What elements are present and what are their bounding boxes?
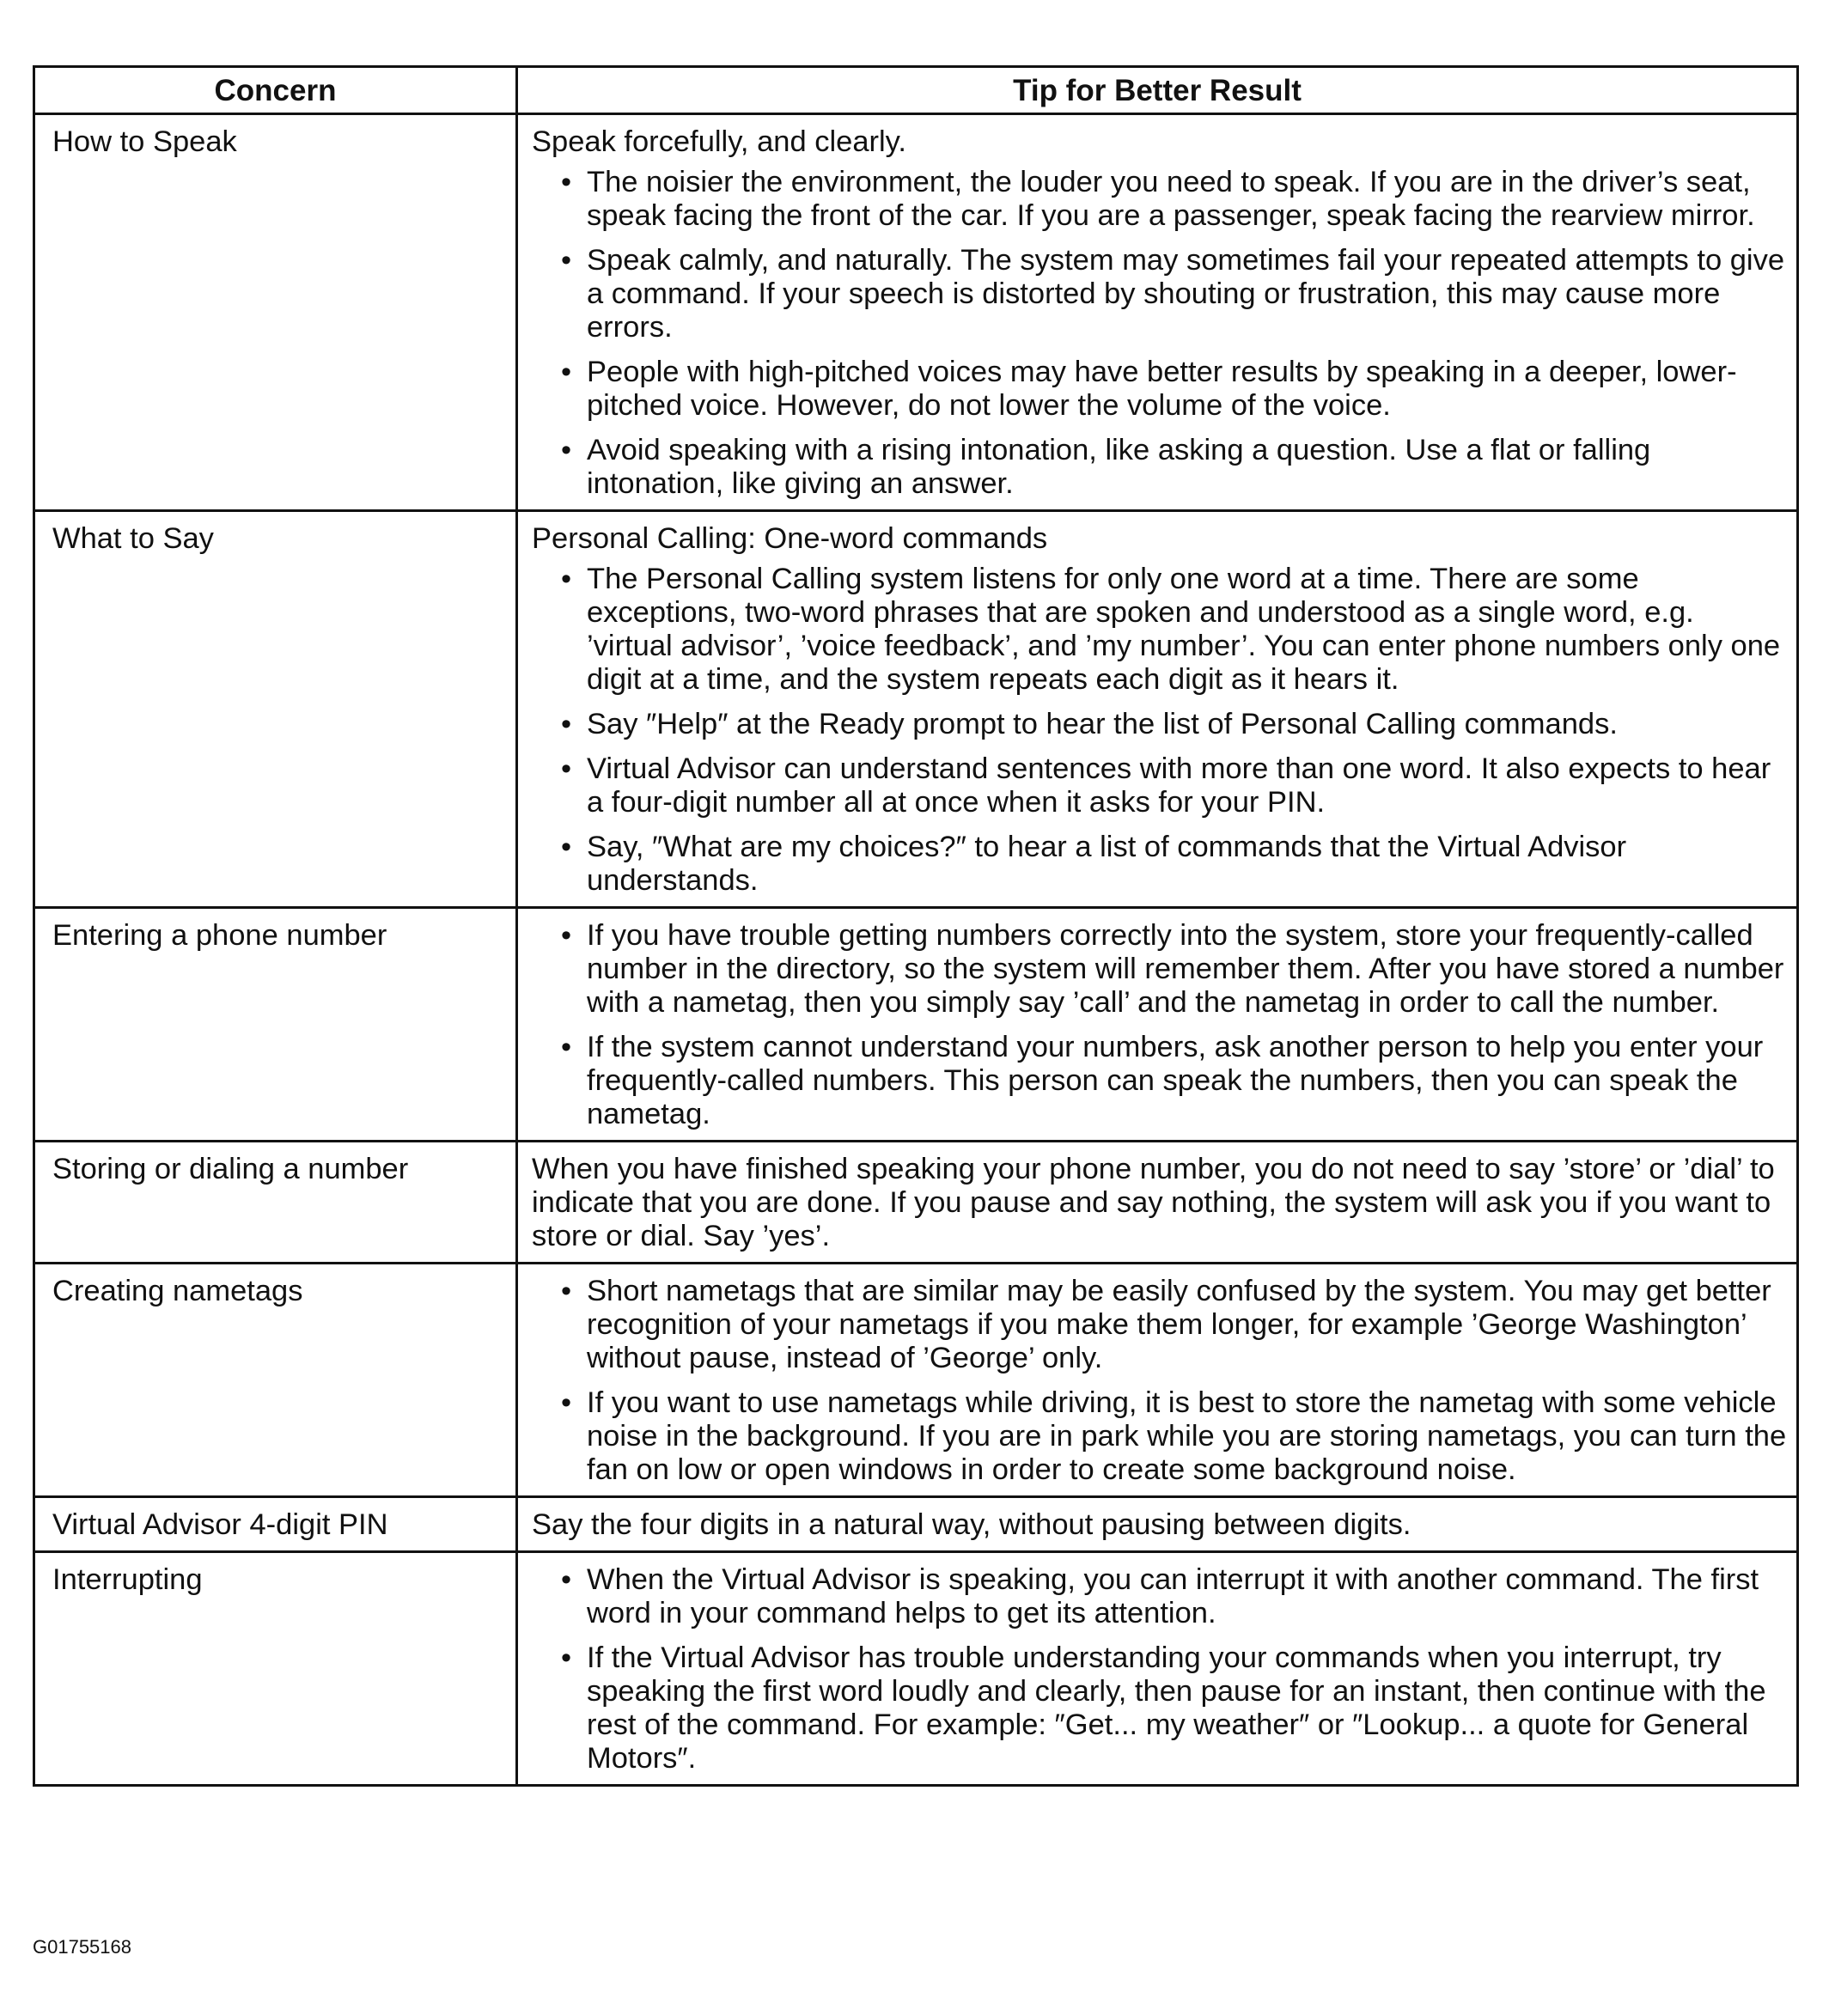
bullet-icon: •: [561, 1641, 572, 1674]
tip-bullet-text: Avoid speaking with a rising intonation, like asking a question. Use a flat or falling intonation, like giving an answer.: [587, 434, 1651, 500]
bullet-icon: •: [561, 708, 572, 740]
tip-cell: [517, 114, 1798, 511]
bullet-icon: •: [561, 1031, 572, 1063]
tip-bullet-text: Speak calmly, and naturally. The system may sometimes fail your repeated attempts to give a command. If your speech is distorted by shouting or frustration, this may cause more errors.: [587, 244, 1785, 344]
tip-bullet: [561, 166, 1788, 233]
bullet-icon: •: [561, 919, 572, 952]
bullet-icon: •: [561, 1275, 572, 1307]
tip-intro: Speak forcefully, and clearly.: [532, 125, 906, 158]
tip-bullet: [561, 1641, 1788, 1775]
tip-bullet-text: If you have trouble getting numbers correctly into the system, store your frequently-called number in the directory, so the system will remember them. After you have stored a number with a nametag, then you simply say ’call’ and the nametag in order to call the number.: [587, 919, 1784, 1019]
bullet-icon: •: [561, 752, 572, 785]
tip-bullet: [561, 244, 1788, 344]
table-row: [34, 1497, 1798, 1552]
tip-bullet: [561, 752, 1788, 819]
table-row: [34, 511, 1798, 908]
tip-bullet-text: The noisier the environment, the louder you need to speak. If you are in the driver’s seat, speak facing the front of the car. If you are a passenger, speak facing the rearview mirror.: [587, 166, 1755, 232]
tip-bullet-text: If the Virtual Advisor has trouble understanding your commands when you interrupt, try speaking the first word loudly and clearly, then pause for an instant, then continue with the rest of the command. For example: ″Get... my weather″ or ″Lookup... a quote for General Motors″.: [587, 1641, 1766, 1775]
figure-id: G01755168: [33, 1936, 131, 1958]
header-tip: Tip for Better Result: [517, 67, 1798, 114]
bullet-icon: •: [561, 1386, 572, 1419]
concern-cell: Virtual Advisor 4-digit PIN: [34, 1497, 517, 1552]
tip-cell: [517, 908, 1798, 1142]
tip-bullet: [561, 1386, 1788, 1487]
table-row: [34, 1552, 1798, 1786]
table-row: [34, 1264, 1798, 1497]
tip-list: [532, 1275, 1788, 1487]
concern-cell: How to Speak: [34, 114, 517, 511]
tip-intro: Personal Calling: One-word commands: [532, 522, 1048, 555]
table-row: [34, 908, 1798, 1142]
tip-text: When you have finished speaking your phone number, you do not need to say ’store’ or ’dial’ to indicate that you are done. If you pause and say nothing, the system will ask you if you want to store or dial. Say ’yes’.: [532, 1153, 1775, 1252]
tip-list: [532, 563, 1788, 898]
bullet-icon: •: [561, 563, 572, 595]
bullet-icon: •: [561, 244, 572, 277]
tip-cell: [517, 1497, 1798, 1552]
tip-cell: [517, 1142, 1798, 1264]
tip-bullet: [561, 831, 1788, 898]
tip-bullet-text: If the system cannot understand your numbers, ask another person to help you enter your frequently-called numbers. This person can speak the numbers, then you can speak the nametag.: [587, 1031, 1764, 1130]
concern-cell: Storing or dialing a number: [34, 1142, 517, 1264]
tip-bullet-text: People with high-pitched voices may have better results by speaking in a deeper, lower-pitched voice. However, do not lower the volume of the voice.: [587, 356, 1737, 422]
tip-bullet: [561, 1275, 1788, 1375]
tip-cell: [517, 1264, 1798, 1497]
header-concern: Concern: [34, 67, 517, 114]
tip-bullet-text: The Personal Calling system listens for only one word at a time. There are some exceptions, two-word phrases that are spoken and understood as a single word, e.g. ’virtual advisor’, ’voice feedback’, and ’my number’. You can enter phone numbers only one digit at a time, and the system repeats each digit as it hears it.: [587, 563, 1781, 696]
tips-table: [33, 65, 1799, 1787]
tip-bullet: [561, 1563, 1788, 1630]
bullet-icon: •: [561, 1563, 572, 1596]
table-row: [34, 1142, 1798, 1264]
concern-cell: Interrupting: [34, 1552, 517, 1786]
tip-list: [532, 1563, 1788, 1775]
concern-cell: What to Say: [34, 511, 517, 908]
tip-bullet: [561, 708, 1788, 741]
tip-cell: [517, 511, 1798, 908]
tip-bullet-text: Virtual Advisor can understand sentences with more than one word. It also expects to hear a four-digit number all at once when it asks for your PIN.: [587, 752, 1771, 819]
tip-bullet-text: Say, ″What are my choices?″ to hear a list of commands that the Virtual Advisor understands.: [587, 831, 1627, 897]
bullet-icon: •: [561, 166, 572, 198]
tip-text: Say the four digits in a natural way, without pausing between digits.: [532, 1508, 1411, 1541]
table-row: [34, 114, 1798, 511]
concern-cell: Creating nametags: [34, 1264, 517, 1497]
tip-bullet-text: If you want to use nametags while driving, it is best to store the nametag with some vehicle noise in the background. If you are in park while you are storing nametags, you can turn the fan on low or open windows in order to create some background noise.: [587, 1386, 1787, 1486]
bullet-icon: •: [561, 434, 572, 466]
concern-cell: Entering a phone number: [34, 908, 517, 1142]
tip-list: [532, 166, 1788, 501]
tip-bullet: [561, 1031, 1788, 1131]
tip-bullet-text: Short nametags that are similar may be easily confused by the system. You may get better recognition of your nametags if you make them longer, for example ’George Washington’ without pause, instead of ’George’ only.: [587, 1275, 1771, 1374]
tip-bullet: [561, 356, 1788, 423]
bullet-icon: •: [561, 831, 572, 863]
tip-bullet-text: Say ″Help″ at the Ready prompt to hear the list of Personal Calling commands.: [587, 708, 1618, 740]
tip-bullet-text: When the Virtual Advisor is speaking, you can interrupt it with another command. The first word in your command helps to get its attention.: [587, 1563, 1759, 1629]
table-header-row: [34, 67, 1798, 114]
tip-cell: [517, 1552, 1798, 1786]
tip-bullet: [561, 563, 1788, 697]
tip-bullet: [561, 919, 1788, 1020]
bullet-icon: •: [561, 356, 572, 388]
tip-bullet: [561, 434, 1788, 501]
tip-list: [532, 919, 1788, 1131]
